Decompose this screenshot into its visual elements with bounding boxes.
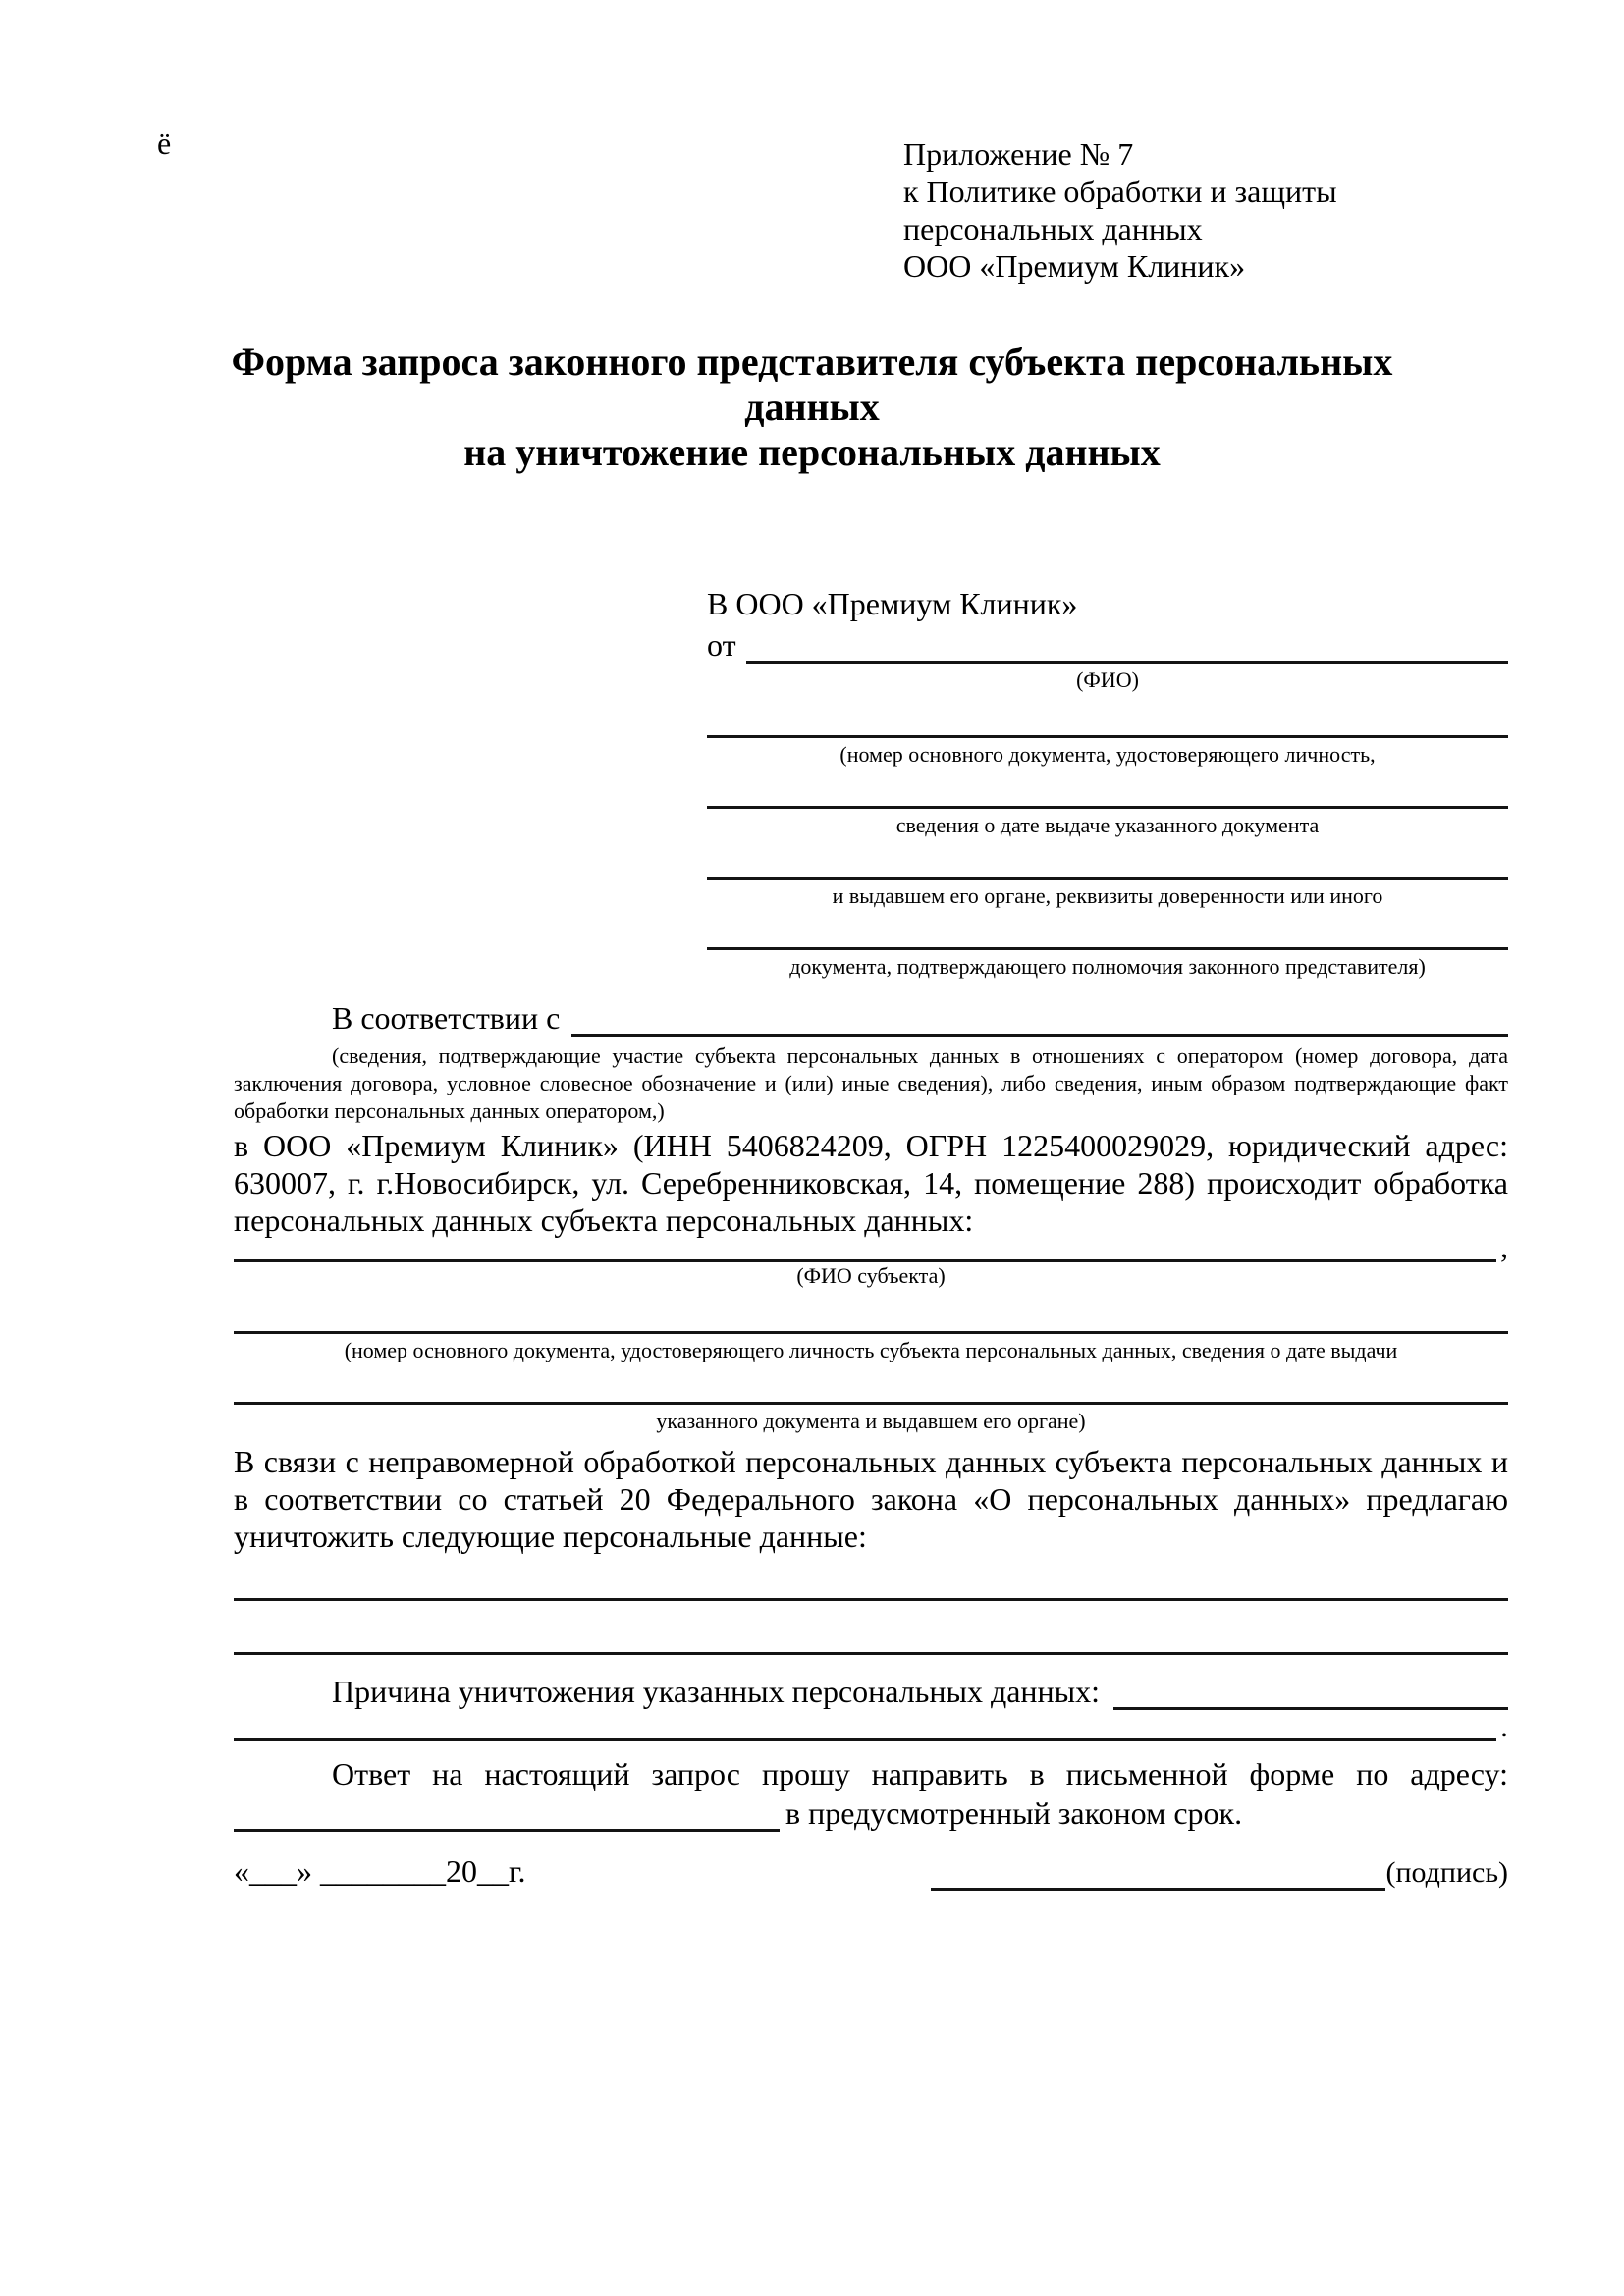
document-issue-date-field[interactable] [707,769,1508,809]
subject-document-field-2[interactable] [234,1364,1508,1405]
addressee-block [707,585,1508,981]
signature-group [931,1854,1508,1891]
authority-document-field[interactable] [707,910,1508,950]
data-to-destroy-field-1[interactable] [234,1555,1508,1601]
document-caption-4: документа, подтверждающего полномочия законного представителя) [789,954,1426,979]
document-title [175,340,1449,475]
reason-continuation-row [234,1710,1508,1741]
addressee-company: В ООО «Премиум Клиник» [707,586,1078,621]
appendix-company: ООО «Премиум Клиник» [903,248,1246,284]
reason-label: Причина уничтожения указанных персональных данных: [332,1674,1101,1709]
subject-name-row [234,1229,1508,1264]
date-line: «___» ________20__г. [234,1853,526,1889]
document-title-line1: Форма запроса законного представителя субъекта персональных данных [231,340,1393,429]
main-content [234,993,1508,1832]
reply-paragraph: Ответ на настоящий запрос прошу направить в письменной форме по адресу: [332,1756,1508,1791]
subject-document-field[interactable] [234,1290,1508,1334]
period-after-line: . [1500,1708,1508,1743]
accordance-field[interactable] [571,1000,1508,1037]
accordance-caption: (сведения, подтверждающие участие субъекта персональных данных в отношениях с оператором (номер договора, дата заключения договора, условное словесное обозначение и (или) иные сведения), либо сведения, иным образом подтверждающие факт обработки персональных данных оператором,) [234,1043,1508,1123]
accordance-row [234,993,1508,1037]
accordance-label: В соответствии с [332,1000,561,1036]
demand-paragraph: В связи с неправомерной обработкой персональных данных субъекта персональных данных и в соответствии со статьей 20 Федерального закона «О персональных данных» предлагаю уничтожить следующие персональные данные: [234,1444,1508,1554]
appendix-policy-line2: персональных данных [903,211,1203,246]
footer-row [234,1851,1508,1891]
subject-fio-caption: (ФИО субъекта) [796,1263,946,1288]
subject-name-field[interactable] [234,1226,1496,1262]
appendix-header [903,135,1508,285]
issuing-authority-field[interactable] [707,839,1508,880]
operator-paragraph: в ООО «Премиум Клиник» (ИНН 5406824209, ОГРН 1225400029029, юридический адрес: 630007, г. г.Новосибирск, ул. Серебренниковская, 14, помещение 288) происходит обработка персональных данных субъекта персональных данных: [234,1128,1508,1238]
from-label: от [707,627,736,663]
representative-document-field[interactable] [707,694,1508,738]
reason-field-2[interactable] [234,1705,1496,1741]
from-row [707,626,1508,664]
document-title-line2: на уничтожение персональных данных [463,430,1161,474]
document-caption-1: (номер основного документа, удостоверяющего личность, [839,742,1376,767]
appendix-policy-line: к Политике обработки и защиты [903,174,1337,209]
comma-after-line: , [1500,1229,1508,1264]
reply-address-row [234,1792,1508,1832]
subject-document-caption-2: указанного документа и выдавшем его органе) [656,1409,1086,1433]
reply-address-field[interactable] [234,1795,780,1832]
data-to-destroy-field-2[interactable] [234,1601,1508,1655]
stray-character: ё [157,126,172,161]
reason-row [234,1669,1508,1710]
reply-tail-text: в предусмотренный законом срок. [785,1795,1243,1831]
document-caption-2: сведения о дате выдаче указанного документа [895,813,1320,837]
subject-document-caption-1: (номер основного документа, удостоверяющего личность субъекта персональных данных, сведения о дате выдачи [344,1338,1398,1362]
document-caption-3: и выдавшем его органе, реквизиты доверенности или иного [832,883,1383,908]
signature-caption: (подпись) [1385,1856,1508,1889]
signature-field[interactable] [931,1854,1385,1891]
representative-name-field[interactable] [746,627,1508,664]
fio-caption: (ФИО) [1076,667,1139,692]
appendix-number: Приложение № 7 [903,136,1134,172]
